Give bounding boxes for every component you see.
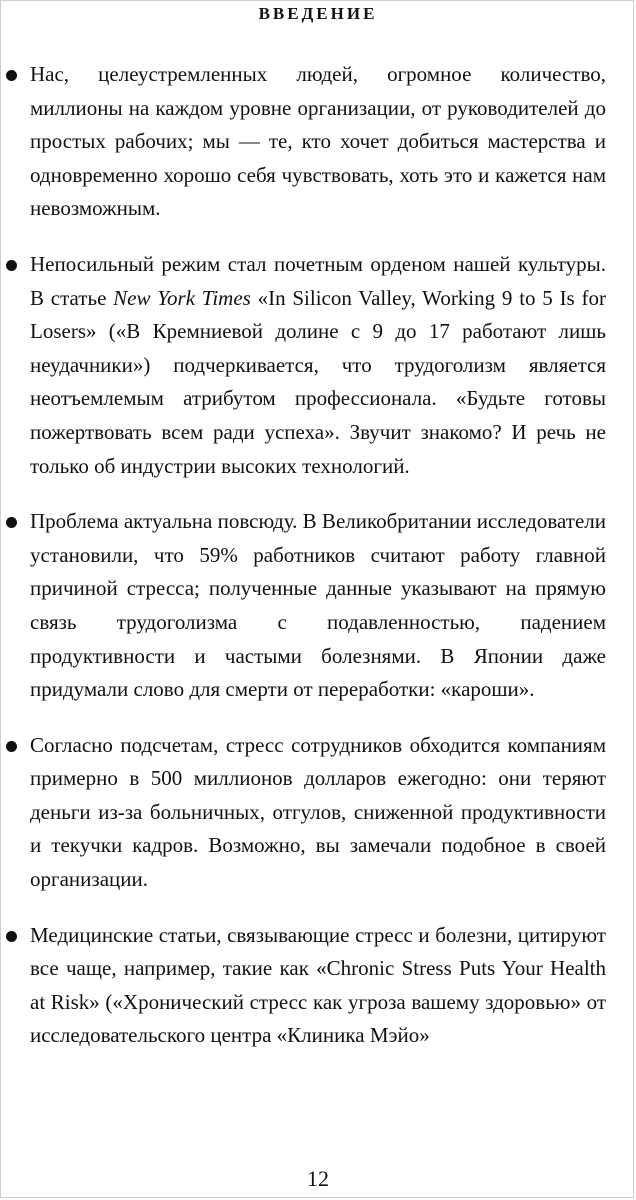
paragraph-text-part2: «In Silicon Valley, Working 9 to 5 Is for Losers» («В Кремниевой долине с 9 до 17 работают лишь неудачники») подчеркивается, что трудоголизм является неотъемлемым атрибутом профессионала. «Будьте готовы пожертвовать всем ради успеха». Звучит знакомо? И речь не только об индустрии высоких технологий. <box>30 285 606 478</box>
paragraph-text: Медицинские статьи, связывающие стресс и болезни, цитируют все чаще, например, такие как «Chronic Stress Puts Your Health at Risk» («Хронический стресс как угроза вашему здоровью» от исследовательского центра «Клиника Мэйо» <box>30 922 606 1048</box>
bullet-paragraph-3 <box>0 505 636 707</box>
bullet-icon <box>6 741 17 752</box>
bullet-paragraph-5 <box>0 919 636 1053</box>
bullet-icon <box>6 260 17 271</box>
paragraph-text: Согласно подсчетам, стресс сотрудников обходится компаниям примерно в 500 миллионов долларов ежегодно: они теряют деньги из-за больничных, отгулов, сниженной продуктивности и текучки кадров. Возможно, вы замечали подобное в своей организации. <box>30 732 606 892</box>
paragraph-text: Проблема актуальна повсюду. В Великобритании исследователи установили, что 59% работников считают работу главной причиной стресса; полученные данные указывают на прямую связь трудоголизма с подавленностью, падением продуктивности и частыми болезнями. В Японии даже придумали слово для смерти от переработки: «кароши». <box>30 509 606 702</box>
bullet-paragraph-4 <box>0 729 636 897</box>
source-name-italic: New York Times <box>113 285 251 310</box>
page-body <box>0 58 636 1075</box>
bullet-paragraph-1 <box>0 58 636 226</box>
bullet-paragraph-2 <box>0 248 636 483</box>
page-number: 12 <box>307 1166 329 1191</box>
bullet-icon <box>6 931 17 942</box>
bullet-icon <box>6 517 17 528</box>
running-head: ВВЕДЕНИЕ <box>258 4 378 23</box>
bullet-icon <box>6 70 17 81</box>
paragraph-text-part1: Непосильный режим стал почетным орденом нашей культуры. В статье <box>30 251 606 310</box>
paragraph-text: Нас, целеустремленных людей, огромное количество, миллионы на каждом уровне организации, от руководителей до простых рабочих; мы — те, кто хочет добиться мастерства и одновременно хорошо себя чувствовать, хоть это и кажется нам невозможным. <box>30 62 606 221</box>
